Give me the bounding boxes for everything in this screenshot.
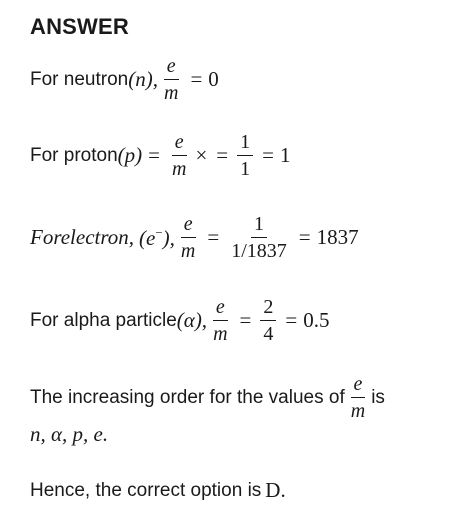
conclusion-text: Hence, the correct option is [30,479,262,501]
fraction-numerator: e [213,297,228,321]
electron-symbol [139,225,175,251]
equals-sign: = [262,143,274,167]
proton-symbol: (p) [117,143,143,167]
fraction-numerator: e [351,374,366,398]
order-line [30,374,385,421]
fraction-numerator: 2 [260,297,276,321]
equals-sign: = [190,67,203,91]
electron-symbol-open: (e [139,225,156,250]
fraction-numerator: 1 [237,132,253,156]
equals-sign: = [216,143,229,167]
alpha-value: 0.5 [303,308,330,332]
fraction-denominator: m [350,400,366,422]
neutron-fraction [161,56,181,103]
fraction-denominator: m [163,82,179,104]
electron-label: Forelectron, [30,225,134,249]
electron-value: 1837 [316,225,359,249]
order-text-after: is [371,386,385,408]
neutron-symbol: (n), [128,67,158,91]
fraction-denominator: m [180,240,196,262]
proton-line [30,132,290,179]
electron-ratio-fraction [228,214,290,261]
equals-sign: = [298,225,311,249]
proton-fraction [169,132,189,179]
alpha-fraction [210,297,230,344]
equals-sign: = [239,308,252,332]
equals-sign: = [148,143,160,167]
conclusion-line [30,478,286,503]
order-sequence-line [30,422,108,447]
alpha-ratio-fraction [260,297,276,344]
proton-label: For proton [30,144,118,166]
times-sign: × [195,143,208,167]
equals-sign: = [285,308,298,332]
neutron-label: For neutron [30,68,129,90]
fraction-numerator: e [172,132,187,156]
proton-ratio-fraction [237,132,253,179]
fraction-denominator: 1/1837 [231,240,287,262]
electron-fraction [178,214,198,261]
equals-sign: = [207,225,220,249]
order-fraction [348,374,368,421]
fraction-denominator: 4 [263,323,274,345]
electron-symbol-close: ), [162,225,175,250]
fraction-denominator: m [172,158,187,180]
answer-heading: ANSWER [30,14,129,39]
fraction-denominator: 1 [240,158,251,180]
electron-line [30,214,359,261]
electron-symbol-superscript: − [155,224,163,240]
conclusion-option: D. [265,478,286,502]
neutron-line [30,56,219,103]
neutron-value: 0 [208,67,219,91]
proton-value: 1 [279,143,291,167]
fraction-denominator: m [213,323,228,345]
fraction-numerator: e [164,56,179,80]
alpha-label: For alpha particle [30,309,177,331]
fraction-numerator: e [181,214,196,238]
alpha-line [30,297,329,344]
order-sequence: n, α, p, e. [30,422,109,446]
alpha-symbol: (α), [176,308,208,332]
fraction-numerator: 1 [251,214,267,238]
order-text-before: The increasing order for the values of [30,386,345,408]
